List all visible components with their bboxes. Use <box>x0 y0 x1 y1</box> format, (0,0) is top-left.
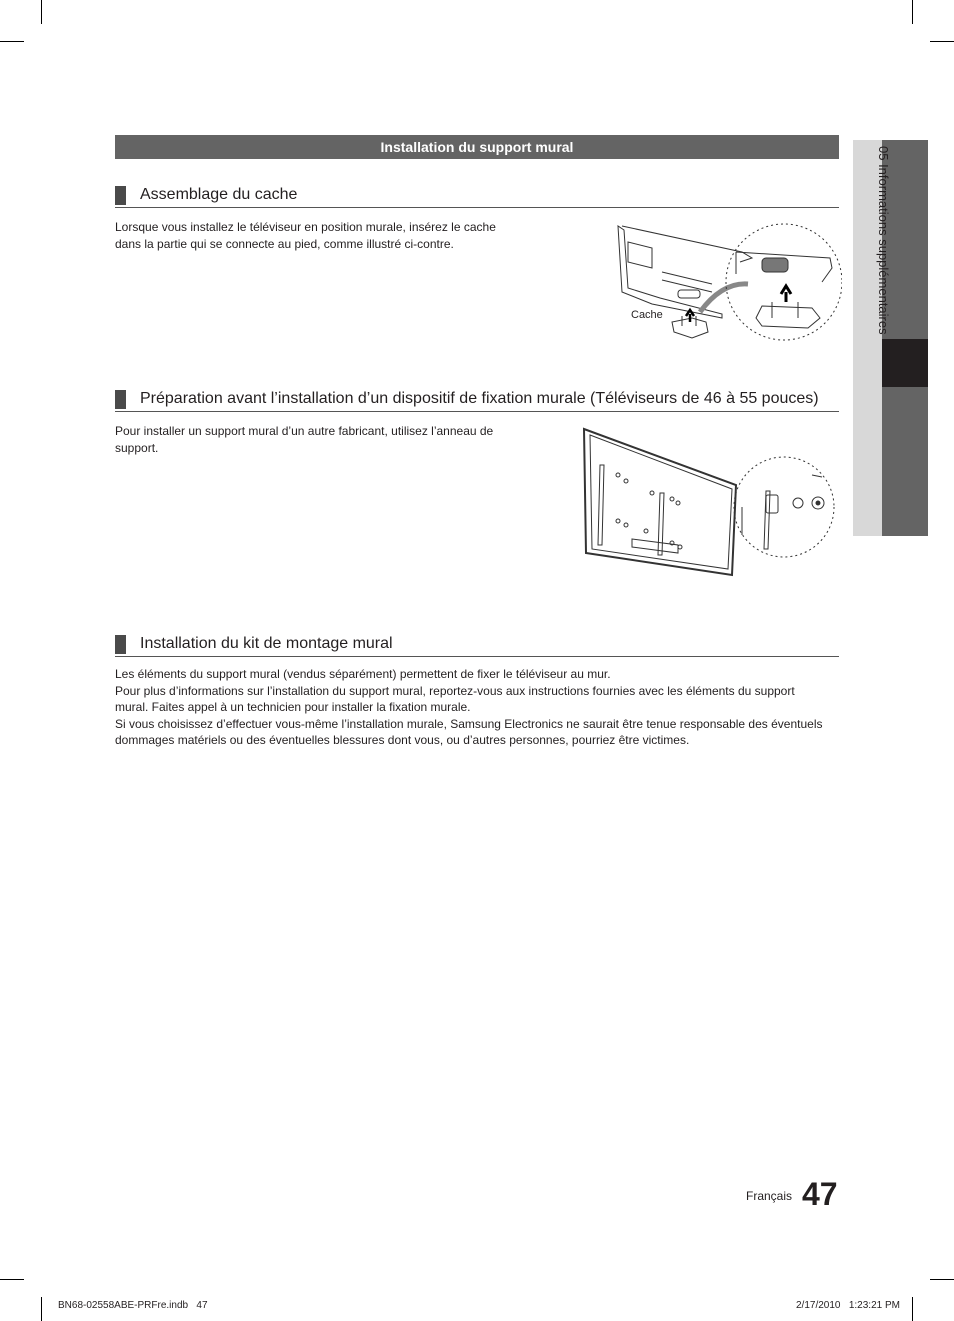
cache-assembly-illustration <box>612 222 842 347</box>
crop-mark <box>930 1279 954 1280</box>
crop-mark <box>912 0 913 24</box>
crop-mark <box>0 1279 24 1280</box>
page-banner: Installation du support mural <box>115 135 839 159</box>
crop-mark <box>930 41 954 42</box>
crop-mark <box>41 1297 42 1321</box>
section-title: Préparation avant l’installation d’un dispositif de fixation murale (Téléviseurs de 46 à 55 pouces) <box>140 390 819 407</box>
body-line: Si vous choisissez d’effectuer vous-même l’installation murale, Samsung Electronics ne saurait être tenue responsable des éventuels <box>115 716 823 731</box>
crop-mark <box>912 1297 913 1321</box>
heading-bar <box>115 390 126 409</box>
body-line: dommages matériels ou des éventuelles blessures dont vous, ou d’autres personnes, pourriez être victimes. <box>115 733 690 747</box>
body-line: Pour installer un support mural d’un autre fabricant, utilisez l’anneau de <box>115 424 494 438</box>
body-line: Les éléments du support mural (vendus séparément) permettent de fixer le téléviseur au mur. <box>115 667 611 681</box>
heading-bar <box>115 635 126 654</box>
section-body <box>115 666 822 749</box>
section-heading-cache <box>115 185 839 208</box>
section-heading-wall-mount-kit <box>115 634 839 657</box>
crop-mark <box>41 0 42 24</box>
figure-label-cache: Cache <box>631 309 663 321</box>
heading-bar <box>115 186 126 205</box>
footer-timestamp: 2/17/2010 1:23:21 PM <box>796 1300 900 1311</box>
page-number: 47 <box>802 1176 838 1212</box>
crop-mark <box>0 41 24 42</box>
section-body <box>115 423 493 456</box>
body-line: support. <box>115 440 159 455</box>
chapter-label: 05 Informations supplémentaires <box>876 146 891 335</box>
section-heading-preparation <box>115 389 839 412</box>
body-line: Pour plus d’informations sur l’installation du support mural, reportez-vous aux instructions fournies avec les éléments du support <box>115 683 795 698</box>
body-line: mural. Faites appel à un technicien pour installer la fixation murale. <box>115 700 471 714</box>
side-tab-dark-bottom <box>882 387 928 536</box>
footer-language: Français <box>746 1189 793 1203</box>
section-title: Assemblage du cache <box>140 186 298 203</box>
side-tab-active-marker <box>882 339 928 387</box>
wall-mount-preparation-illustration <box>582 425 838 581</box>
section-title: Installation du kit de montage mural <box>140 635 393 652</box>
footer-file: BN68-02558ABE-PRFre.indb 47 <box>58 1300 208 1311</box>
body-line: dans la partie qui se connecte au pied, comme illustré ci-contre. <box>115 236 454 251</box>
body-line: Lorsque vous installez le téléviseur en position murale, insérez le cache <box>115 220 496 234</box>
section-body <box>115 219 496 252</box>
